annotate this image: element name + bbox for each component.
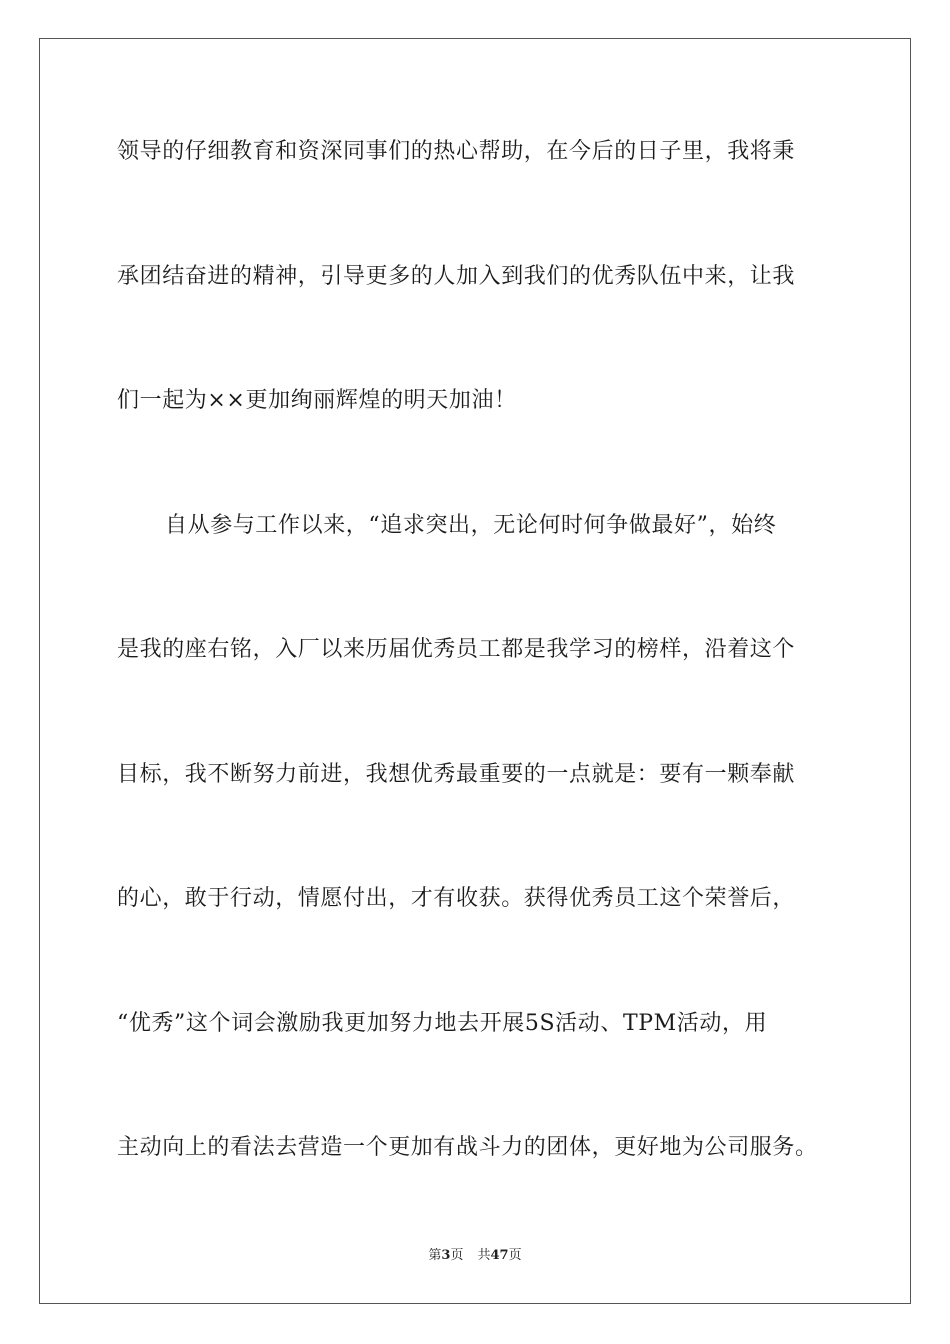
body-line-2: 承团结奋进的精神，引导更多的人加入到我们的优秀队伍中来，让我	[117, 264, 796, 289]
footer-total-pages: 47	[490, 1248, 509, 1263]
body-line-1: 领导的仔细教育和资深同事们的热心帮助，在今后的日子里，我将秉	[117, 139, 796, 164]
body-line-3: 们一起为××更加绚丽辉煌的明天加油！	[117, 388, 517, 413]
body-line-9: 主动向上的看法去营造一个更加有战斗力的团体，更好地为公司服务。	[117, 1135, 818, 1160]
footer-total-prefix: 共	[477, 1248, 491, 1263]
footer-current-page: 3	[441, 1248, 451, 1263]
body-line-6: 目标，我不断努力前进，我想优秀最重要的一点就是：要有一颗奉献	[117, 762, 796, 787]
page-footer	[0, 1247, 950, 1265]
footer-page-suffix: 页	[450, 1248, 464, 1263]
body-line-4: 自从参与工作以来，“追求突出，无论何时何争做最好”，始终	[165, 513, 777, 538]
body-line-8: “优秀”这个词会激励我更加努力地去开展5S活动、TPM活动，用	[117, 1011, 768, 1036]
footer-page-prefix: 第	[428, 1248, 442, 1263]
body-line-7: 的心，敢于行动，情愿付出，才有收获。获得优秀员工这个荣誉后，	[117, 886, 796, 911]
body-line-5: 是我的座右铭，入厂以来历届优秀员工都是我学习的榜样，沿着这个	[117, 637, 796, 662]
footer-total-suffix: 页	[508, 1248, 522, 1263]
page-frame	[39, 38, 911, 1304]
